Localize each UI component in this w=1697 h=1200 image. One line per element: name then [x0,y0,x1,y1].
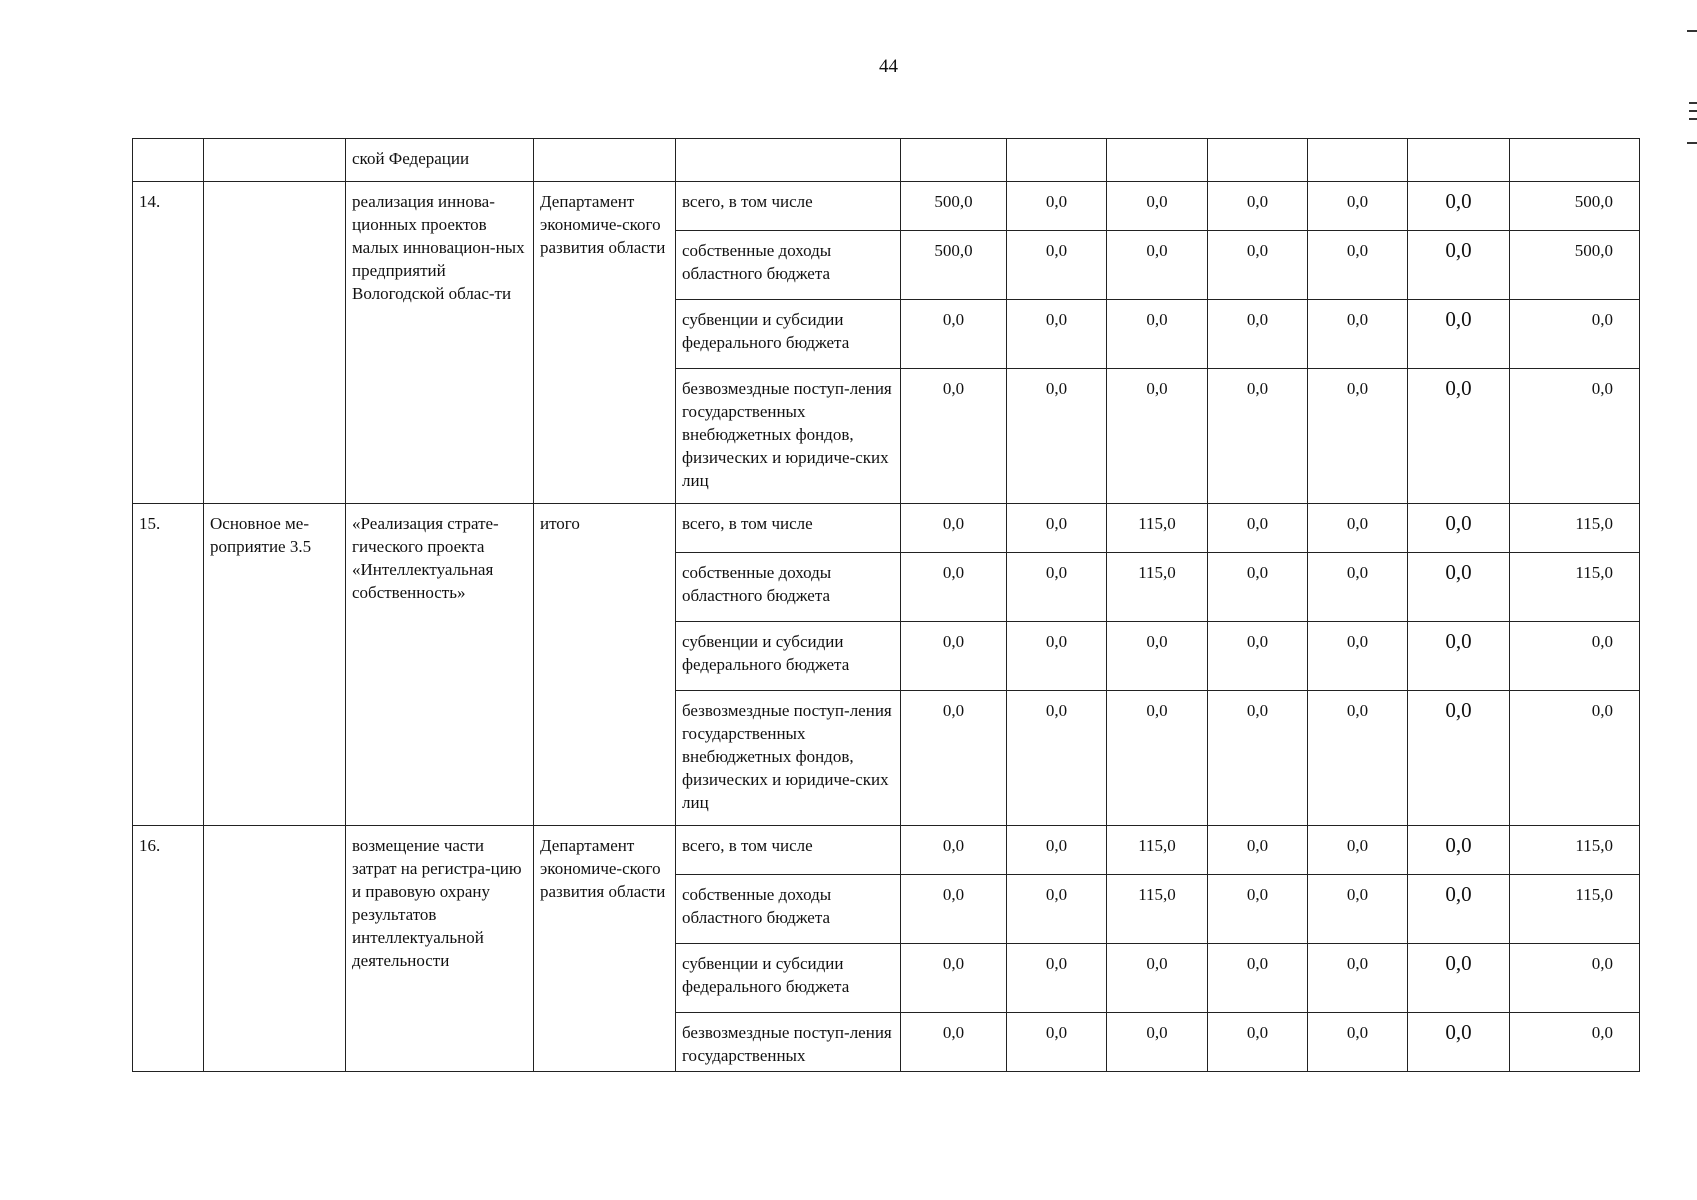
value-cell: 0,0 [1208,182,1308,231]
value-cell: 0,0 [1308,553,1408,622]
funding-source: собственные доходы областного бюджета [676,231,901,300]
value-total: 115,0 [1510,826,1640,875]
value-total: 115,0 [1510,875,1640,944]
value-cell: 0,0 [1208,504,1308,553]
value-cell: 0,0 [1107,622,1208,691]
executor-name: Департамент экономиче-ского развития области [534,182,676,504]
value-cell: 500,0 [901,231,1007,300]
value-cell: 0,0 [1408,875,1510,944]
executor-name: Департамент экономиче-ского развития области [534,826,676,1072]
value-cell: 0,0 [1107,300,1208,369]
continuation-row [133,139,1640,182]
value-cell: 0,0 [1208,231,1308,300]
value-cell: 0,0 [1007,622,1107,691]
value-cell: 0,0 [1208,300,1308,369]
value-cell: 0,0 [1408,826,1510,875]
value-cell: 0,0 [1408,691,1510,826]
value-cell: 0,0 [1308,1013,1408,1072]
value-cell: 0,0 [901,944,1007,1013]
value-cell: 0,0 [1007,1013,1107,1072]
cell-empty [1107,139,1208,182]
measure-name: возмещение части затрат на регистра-цию и правовую охрану результатов интеллектуальной деятельности [346,826,534,1072]
measure-name: «Реализация страте-гического проекта «Интеллектуальная собственность» [346,504,534,826]
value-cell: 0,0 [1408,369,1510,504]
value-total: 500,0 [1510,182,1640,231]
value-cell: 0,0 [1007,369,1107,504]
value-cell: 0,0 [1208,622,1308,691]
value-cell: 115,0 [1107,875,1208,944]
value-cell: 0,0 [1208,369,1308,504]
funding-source: собственные доходы областного бюджета [676,875,901,944]
value-cell: 0,0 [1208,691,1308,826]
value-cell: 0,0 [1107,231,1208,300]
cell-empty [676,139,901,182]
value-cell: 0,0 [1408,944,1510,1013]
value-cell: 0,0 [1308,691,1408,826]
cell-empty [1208,139,1308,182]
cell-empty [133,139,204,182]
value-cell: 0,0 [1007,691,1107,826]
value-cell: 0,0 [1408,1013,1510,1072]
cell-empty [1308,139,1408,182]
funding-source: всего, в том числе [676,182,901,231]
value-cell: 0,0 [901,622,1007,691]
funding-source: субвенции и субсидии федерального бюджета [676,622,901,691]
value-cell: 0,0 [1208,1013,1308,1072]
value-cell: 0,0 [1107,944,1208,1013]
value-cell: 0,0 [1308,300,1408,369]
value-cell: 0,0 [1208,875,1308,944]
cell-empty [1408,139,1510,182]
value-cell: 0,0 [1208,553,1308,622]
event-label [204,182,346,504]
funding-source: безвозмездные поступ-ления государственных [676,1013,901,1072]
value-cell: 0,0 [1107,1013,1208,1072]
value-total: 0,0 [1510,300,1640,369]
value-cell: 0,0 [1007,944,1107,1013]
value-total: 115,0 [1510,504,1640,553]
value-cell: 0,0 [901,1013,1007,1072]
budget-table [132,138,1640,1072]
value-cell: 0,0 [1007,231,1107,300]
value-cell: 0,0 [1007,875,1107,944]
value-cell: 0,0 [1408,504,1510,553]
value-cell: 0,0 [1007,300,1107,369]
value-total: 0,0 [1510,369,1640,504]
funding-source: всего, в том числе [676,826,901,875]
value-total: 0,0 [1510,691,1640,826]
value-cell: 0,0 [1408,300,1510,369]
value-cell: 0,0 [1308,875,1408,944]
value-cell: 0,0 [901,691,1007,826]
value-cell: 0,0 [1308,944,1408,1013]
value-cell: 0,0 [1308,622,1408,691]
value-cell: 0,0 [901,369,1007,504]
funding-source: безвозмездные поступ-ления государственных внебюджетных фондов, физических и юридиче-ских лиц [676,691,901,826]
value-cell: 0,0 [1208,826,1308,875]
value-cell: 0,0 [1408,622,1510,691]
value-cell: 0,0 [1308,231,1408,300]
value-total: 0,0 [1510,1013,1640,1072]
value-cell: 0,0 [901,300,1007,369]
funding-source: субвенции и субсидии федерального бюджета [676,300,901,369]
measure-name: реализация иннова-ционных проектов малых инновацион-ных предприятий Вологодской облас-ти [346,182,534,504]
value-cell: 500,0 [901,182,1007,231]
value-cell: 0,0 [1007,553,1107,622]
value-cell: 0,0 [1208,944,1308,1013]
value-cell: 0,0 [1107,182,1208,231]
funding-source: собственные доходы областного бюджета [676,553,901,622]
value-cell: 0,0 [1007,182,1107,231]
funding-source: субвенции и субсидии федерального бюджета [676,944,901,1013]
cell-empty [204,139,346,182]
table-row [133,182,1640,231]
value-cell: 0,0 [1408,553,1510,622]
event-label: Основное ме-роприятие 3.5 [204,504,346,826]
continuation-label: ской Федерации [346,139,534,182]
cell-empty [901,139,1007,182]
value-cell: 0,0 [1007,826,1107,875]
scan-margin-marks [1685,0,1697,160]
table-row [133,504,1640,553]
cell-empty [1510,139,1640,182]
value-cell: 0,0 [1007,504,1107,553]
table-row [133,826,1640,875]
value-cell: 0,0 [1107,691,1208,826]
value-cell: 0,0 [901,504,1007,553]
value-cell: 0,0 [901,553,1007,622]
cell-empty [1007,139,1107,182]
event-label [204,826,346,1072]
funding-source: всего, в том числе [676,504,901,553]
page-number: 44 [879,56,898,77]
value-cell: 115,0 [1107,504,1208,553]
row-number: 16. [133,826,204,1072]
value-cell: 0,0 [1308,826,1408,875]
value-total: 500,0 [1510,231,1640,300]
value-total: 0,0 [1510,622,1640,691]
executor-name: итого [534,504,676,826]
value-cell: 0,0 [1408,182,1510,231]
row-number: 15. [133,504,204,826]
value-total: 115,0 [1510,553,1640,622]
value-total: 0,0 [1510,944,1640,1013]
table-body [133,139,1640,1072]
value-cell: 0,0 [1408,231,1510,300]
value-cell: 115,0 [1107,553,1208,622]
funding-source: безвозмездные поступ-ления государственных внебюджетных фондов, физических и юридиче-ских лиц [676,369,901,504]
value-cell: 115,0 [1107,826,1208,875]
value-cell: 0,0 [1308,504,1408,553]
row-number: 14. [133,182,204,504]
value-cell: 0,0 [1308,369,1408,504]
value-cell: 0,0 [1107,369,1208,504]
value-cell: 0,0 [901,875,1007,944]
value-cell: 0,0 [901,826,1007,875]
value-cell: 0,0 [1308,182,1408,231]
cell-empty [534,139,676,182]
